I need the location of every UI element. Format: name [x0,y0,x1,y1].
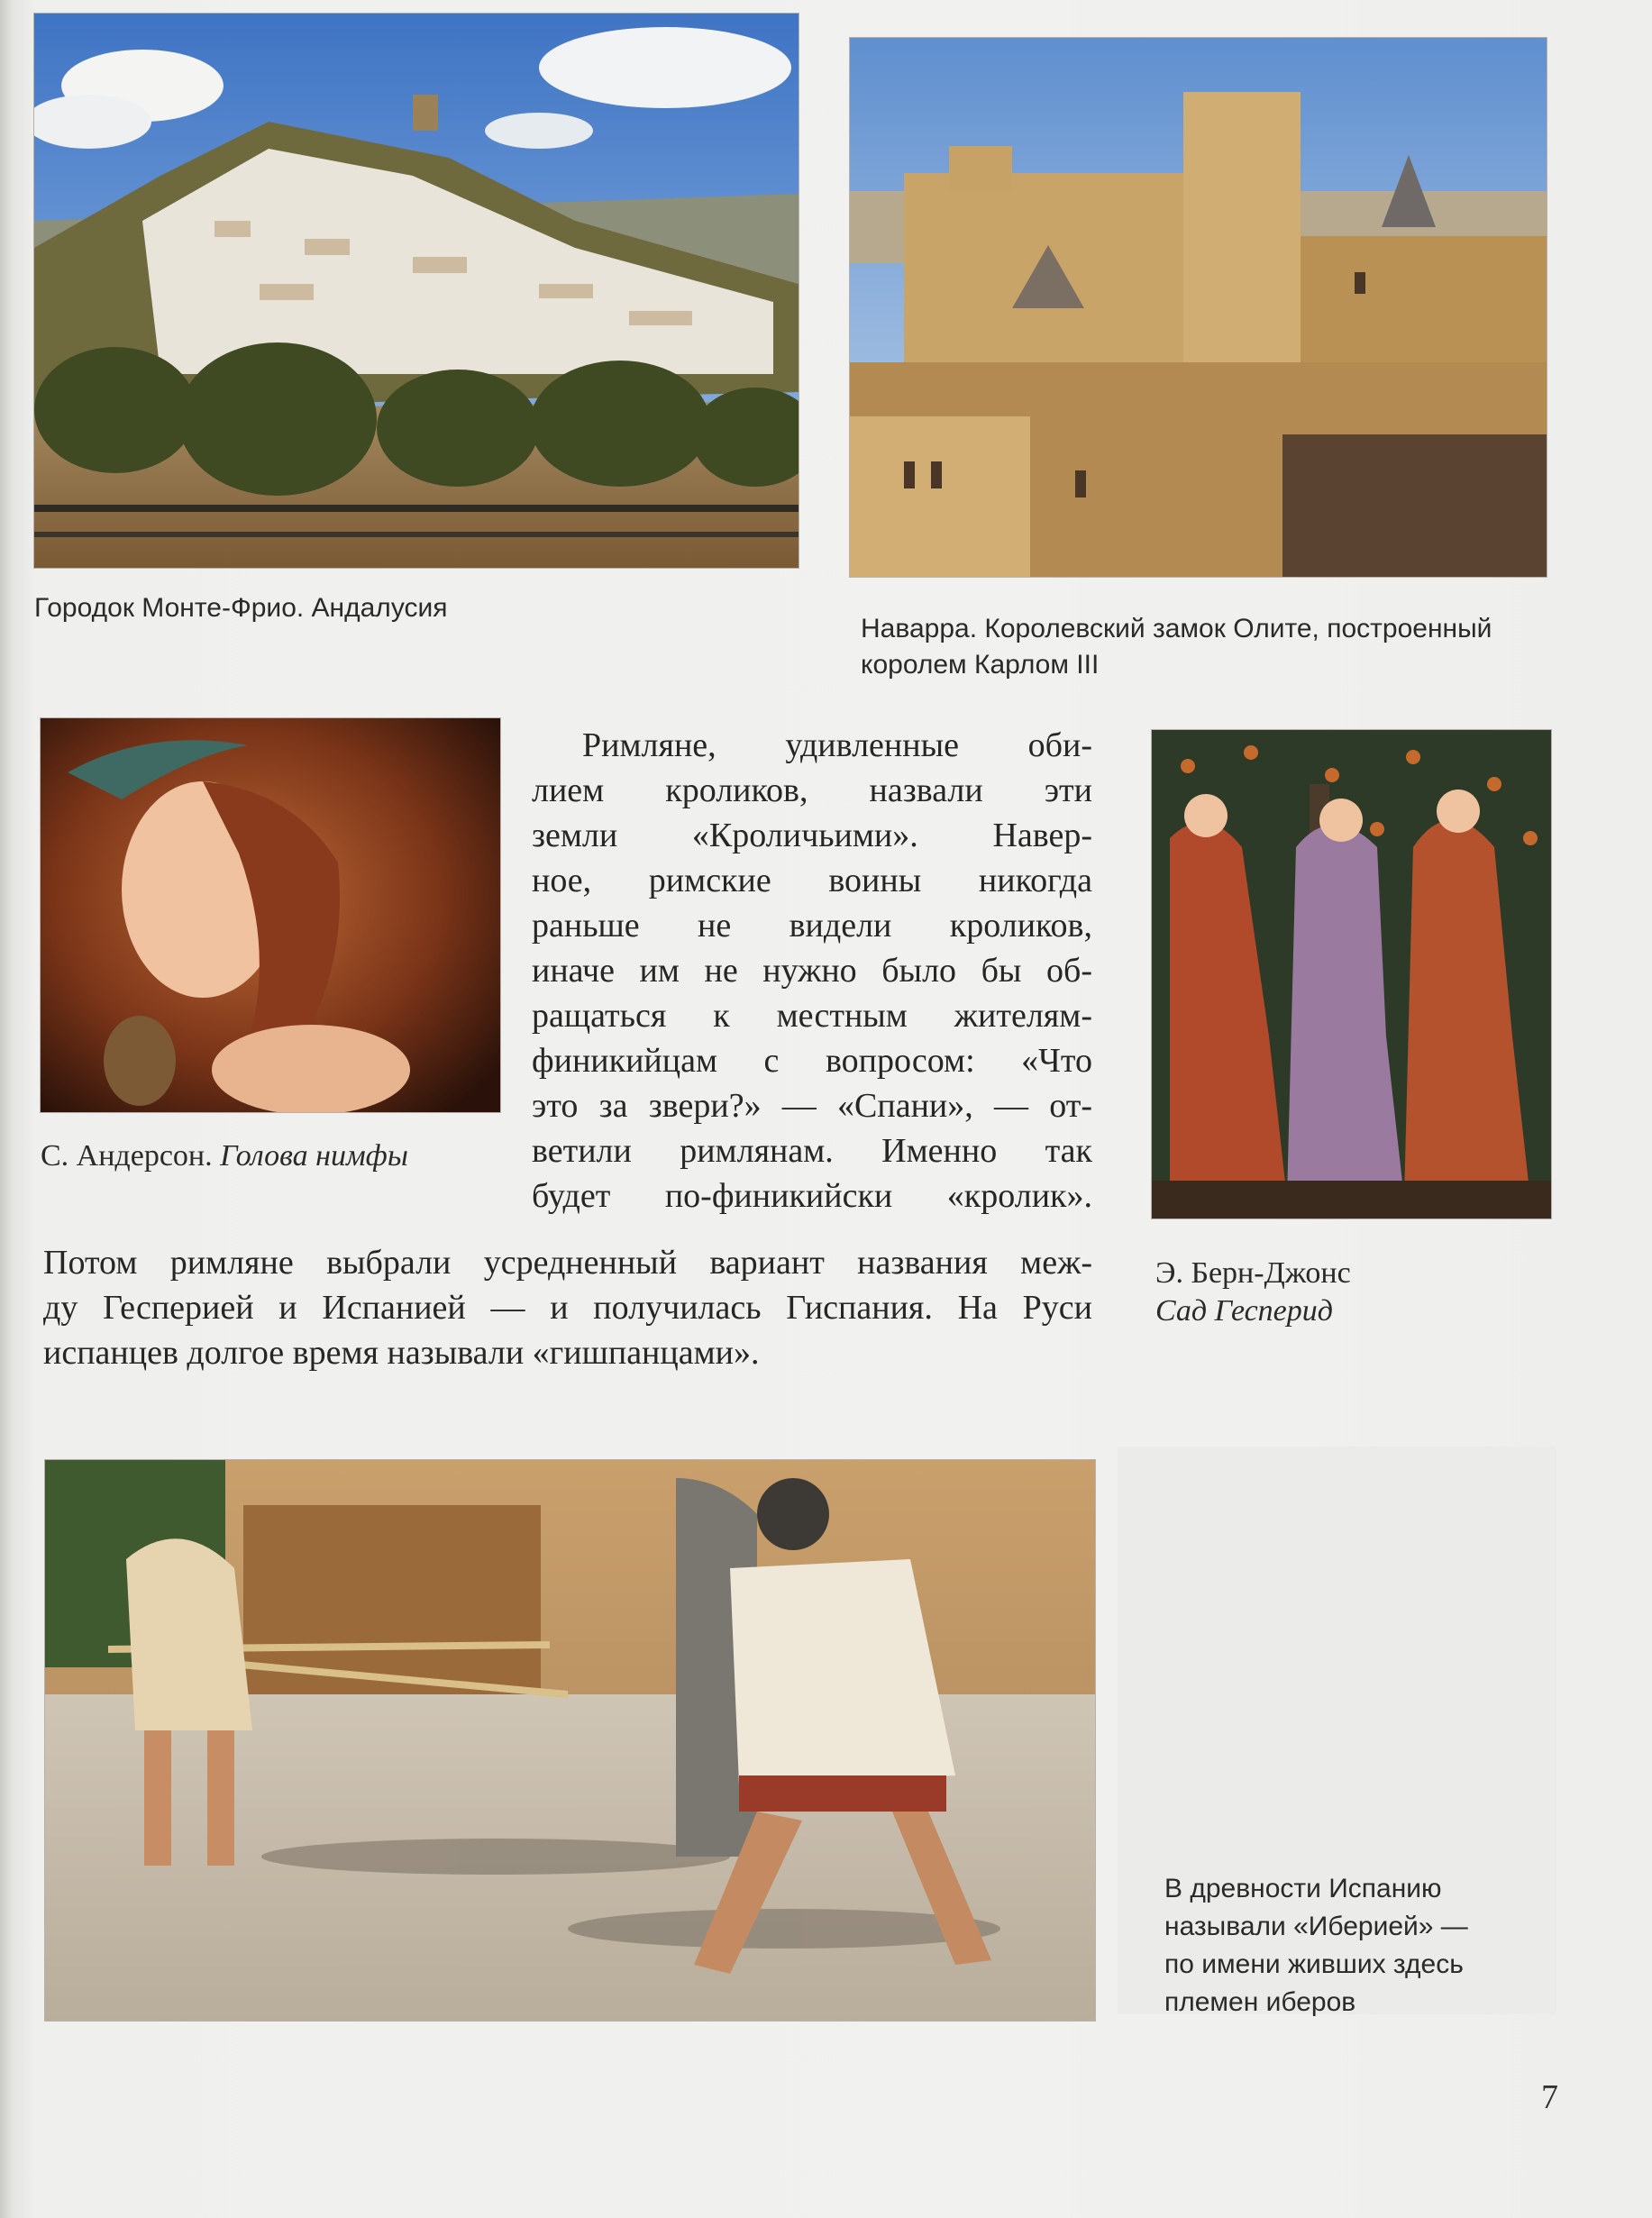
body-line: иначе им не нужно было бы об- [532,952,1092,990]
caption-olite [861,611,1492,683]
photo-olite-castle [850,38,1547,577]
caption-iberians [1164,1870,1468,2022]
body-line: ду Гесперией и Испанией — и получилась Гиспания. На Руси [43,1289,1092,1327]
caption-iberians-line4: племен иберов [1164,1987,1356,2017]
caption-hesperides [1155,1255,1351,1330]
caption-hesperides-title: Сад Гесперид [1155,1294,1333,1328]
photo-nymph-painting [41,718,500,1112]
body-line: ное, римские воины никогда [532,862,1092,899]
caption-olite-line2: королем Карлом III [861,650,1100,680]
caption-iberians-line1: В древности Испанию [1164,1874,1442,1903]
caption-montefrio: Городок Монте-Фрио. Андалусия [34,593,448,623]
body-line: раньше не видели кроликов, [532,907,1092,945]
caption-iberians-line2: называли «Иберией» — [1164,1912,1468,1941]
body-line: лием кроликов, назвали эти [532,771,1092,809]
caption-nymph-title: Голова нимфы [220,1139,408,1173]
caption-olite-line1: Наварра. Королевский замок Олите, построенный [861,614,1492,643]
photo-iberian-warriors [45,1460,1095,2021]
caption-nymph [41,1137,408,1175]
page-number: 7 [1541,2078,1558,2116]
caption-iberians-line3: по имени живших здесь [1164,1949,1464,1979]
photo-montefrio [34,14,799,568]
body-line: Римляне, удивленные оби- [582,726,1092,764]
body-line: ращаться к местным жителям- [532,997,1092,1035]
body-line: это за звери?» — «Спани», — от- [532,1087,1092,1125]
body-line: финикийцам с вопросом: «Что [532,1042,1092,1080]
caption-nymph-author: С. Андерсон. [41,1139,213,1173]
body-line: земли «Кроличьими». Навер- [532,817,1092,854]
body-line: испанцев долгое время называли «гишпанцами». [43,1334,760,1372]
caption-hesperides-author: Э. Берн-Джонс [1155,1256,1351,1290]
body-text-column [532,723,1092,1219]
photo-hesperides-painting [1152,730,1551,1219]
body-line: Потом римляне выбрали усредненный вариант названия меж- [43,1244,1092,1282]
body-text-wide [43,1240,1092,1375]
body-line: будет по-финикийски «кролик». [532,1177,1092,1215]
body-line: ветили римлянам. Именно так [532,1132,1092,1170]
